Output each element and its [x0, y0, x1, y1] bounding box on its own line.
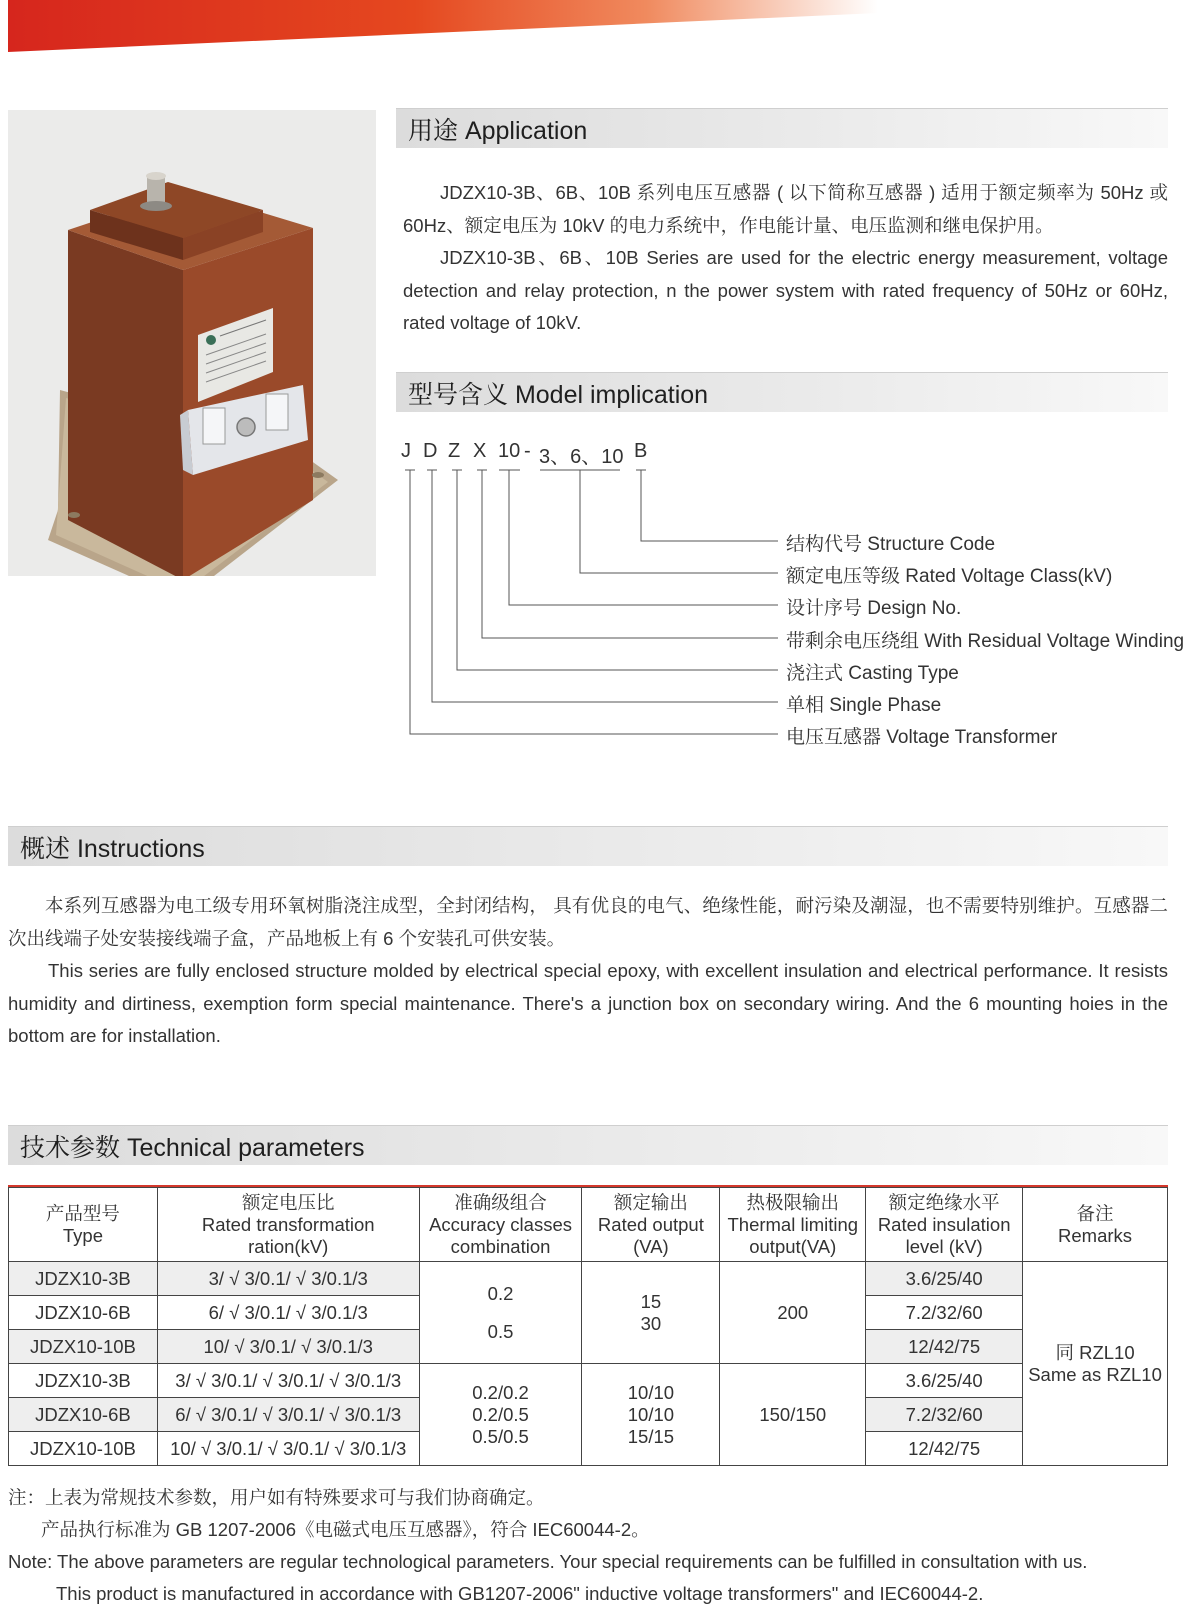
header-remarks: 备注 Remarks	[1023, 1188, 1168, 1262]
params-heading-text: 技术参数 Technical parameters	[20, 1133, 365, 1162]
cell-thermal-group-a: 200	[720, 1262, 866, 1364]
cell-insulation: 3.6/25/40	[866, 1364, 1023, 1398]
application-paragraph-en: JDZX10-3B、6B、10B Series are used for the electric energy measurement, voltage detection and relay protection, n the power system with rated frequency of 50Hz or 60Hz, rated voltage of 10kV.	[403, 247, 1168, 333]
cell-ratio: 10/ √ 3/0.1/ √ 3/0.1/3	[157, 1330, 419, 1364]
legend-voltage-transformer: 电压互感器 Voltage Transformer	[786, 727, 1058, 748]
legend-structure-code: 结构代号 Structure Code	[786, 534, 996, 555]
cell-ratio: 3/ √ 3/0.1/ √ 3/0.1/ √ 3/0.1/3	[157, 1364, 419, 1398]
notes	[8, 1482, 1087, 1610]
cell-accuracy-group-a: 0.2 0.5	[419, 1262, 582, 1364]
note-zh-1: 注：上表为常规技术参数，用户如有特殊要求可与我们协商确定。	[8, 1487, 545, 1508]
code-letter-j: J	[401, 440, 411, 462]
cell-insulation: 3.6/25/40	[866, 1262, 1023, 1296]
table-row	[9, 1364, 1168, 1398]
model-heading-text: 型号含义 Model implication	[408, 380, 709, 409]
table-header-row	[9, 1188, 1168, 1262]
code-structure: B	[634, 440, 648, 462]
instructions-paragraph-zh: 本系列互感器为电工级专用环氧树脂浇注成型，全封闭结构， 具有优良的电气、绝缘性能，耐污染及潮湿，也不需要特别维护。互感器二次出线端子处安装接线端子盒，产品地板上有 6 个安装孔可供安装。	[8, 895, 1168, 949]
params-heading	[8, 1125, 1168, 1165]
instructions-text	[8, 890, 1168, 1053]
code-voltage-class: 3、6、10	[539, 446, 624, 468]
header-accuracy: 准确级组合 Accuracy classes combination	[419, 1188, 582, 1262]
instructions-heading-text: 概述 Instructions	[20, 834, 205, 863]
cell-insulation: 12/42/75	[866, 1330, 1023, 1364]
cell-remarks: 同 RZL10 Same as RZL10	[1023, 1262, 1168, 1466]
cell-type: JDZX10-6B	[9, 1398, 158, 1432]
cell-type: JDZX10-10B	[9, 1330, 158, 1364]
header-insulation: 额定绝缘水平 Rated insulation level (kV)	[866, 1188, 1023, 1262]
code-letter-d: D	[423, 440, 438, 462]
note-en-2: This product is manufactured in accordance with GB1207-2006" inductive voltage transformers" and IEC60044-2.	[56, 1583, 984, 1604]
instructions-paragraph-en: This series are fully enclosed structure molded by electrical special epoxy, with excellent insulation and electrical performance. It resists humidity and dirtiness, exemption form special maintenance. There's a junction box on secondary wiring. And the 6 mounting hoies in the bottom are for installation.	[8, 960, 1168, 1046]
cell-type: JDZX10-3B	[9, 1364, 158, 1398]
cell-ratio: 6/ √ 3/0.1/ √ 3/0.1/3	[157, 1296, 419, 1330]
code-letter-x: X	[473, 440, 487, 462]
legend-rated-voltage-class: 额定电压等级 Rated Voltage Class(kV)	[786, 566, 1113, 587]
legend-design-no: 设计序号 Design No.	[786, 598, 962, 619]
code-dash: -	[524, 440, 531, 462]
cell-type: JDZX10-3B	[9, 1262, 158, 1296]
legend-residual-winding: 带剩余电压绕组 With Residual Voltage Winding	[786, 631, 1185, 652]
cell-ratio: 10/ √ 3/0.1/ √ 3/0.1/ √ 3/0.1/3	[157, 1432, 419, 1466]
table-row	[9, 1262, 1168, 1296]
code-letter-z: Z	[448, 440, 461, 462]
cell-thermal-group-b: 150/150	[720, 1364, 866, 1466]
cell-accuracy-group-b: 0.2/0.2 0.2/0.5 0.5/0.5	[419, 1364, 582, 1466]
cell-output-group-b: 10/10 10/10 15/15	[582, 1364, 720, 1466]
header-output: 额定输出 Rated output (VA)	[582, 1188, 720, 1262]
cell-insulation: 7.2/32/60	[866, 1296, 1023, 1330]
cell-insulation: 7.2/32/60	[866, 1398, 1023, 1432]
header-thermal: 热极限输出 Thermal limiting output(VA)	[720, 1188, 866, 1262]
legend-casting-type: 浇注式 Casting Type	[786, 663, 959, 684]
legend-single-phase: 单相 Single Phase	[786, 695, 942, 716]
technical-parameters-table	[8, 1187, 1168, 1466]
header-ratio: 额定电压比 Rated transformation ration(kV)	[157, 1188, 419, 1262]
header-type: 产品型号 Type	[9, 1188, 158, 1262]
code-design-no: 10	[498, 440, 521, 462]
cell-insulation: 12/42/75	[866, 1432, 1023, 1466]
note-zh-2: 产品执行标准为 GB 1207-2006《电磁式电压互感器》，符合 IEC60044-2。	[41, 1519, 650, 1540]
cell-type: JDZX10-10B	[9, 1432, 158, 1466]
application-heading-text: 用途 Application	[408, 116, 588, 145]
cell-type: JDZX10-6B	[9, 1296, 158, 1330]
cell-ratio: 3/ √ 3/0.1/ √ 3/0.1/3	[157, 1262, 419, 1296]
cell-ratio: 6/ √ 3/0.1/ √ 3/0.1/ √ 3/0.1/3	[157, 1398, 419, 1432]
note-en-1: Note: The above parameters are regular technological parameters. Your special requirements can be fulfilled in consultation with us.	[8, 1551, 1088, 1572]
instructions-heading	[8, 826, 1168, 866]
cell-output-group-a: 15 30	[582, 1262, 720, 1364]
application-paragraph-zh: JDZX10-3B、6B、10B 系列电压互感器 ( 以下简称互感器 ) 适用于额定频率为 50Hz 或 60Hz、额定电压为 10kV 的电力系统中，作电能计量、电压监测和继电保护用。	[403, 182, 1168, 236]
